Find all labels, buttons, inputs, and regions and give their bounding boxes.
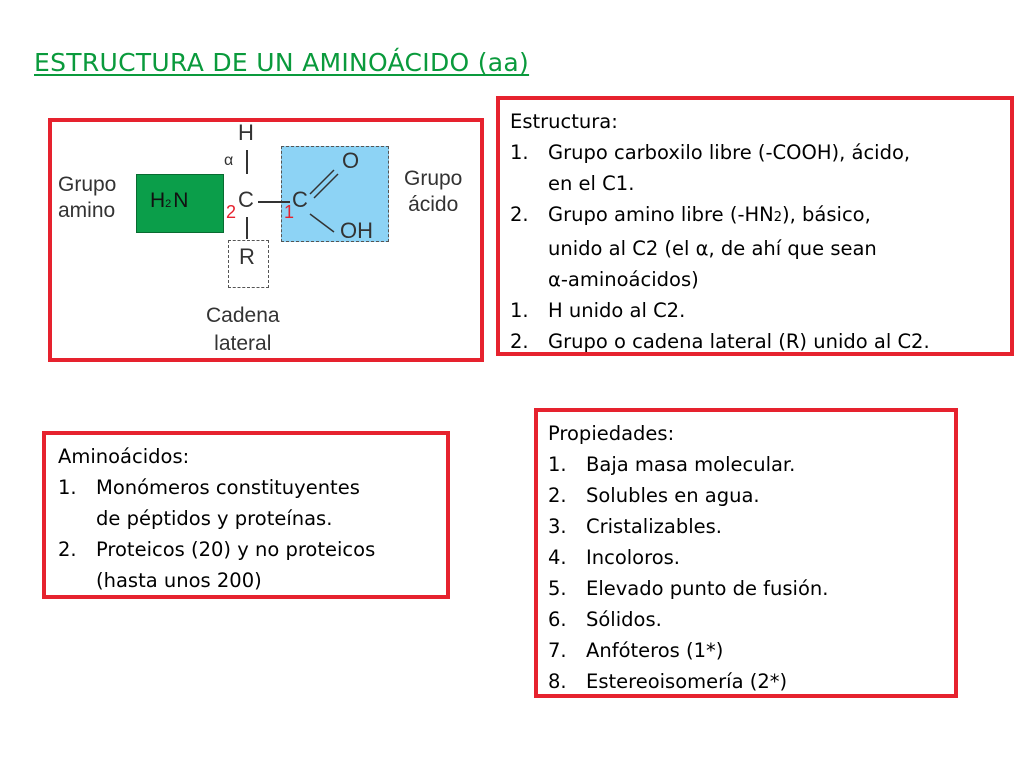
list-item [510, 137, 1010, 199]
list-item [548, 635, 954, 666]
amino-label-line2: amino [58, 199, 116, 222]
item-text: (hasta unos 200) [96, 569, 262, 592]
estructura-heading: Estructura: [510, 110, 618, 133]
item-text: Cristalizables. [586, 515, 722, 538]
item-number: 1. [548, 453, 567, 476]
list-item [548, 573, 954, 604]
item-text: Anfóteros (1*) [586, 639, 724, 662]
amino-acid-diagram [48, 118, 484, 362]
alpha-carbon: C [238, 187, 254, 212]
chain-label-line2: lateral [214, 332, 272, 355]
aminoacidos-heading: Aminoácidos: [58, 445, 190, 468]
carboxyl-bonds [52, 122, 480, 358]
amino-n: N [173, 189, 189, 212]
amino-label-line1: Grupo [58, 173, 117, 196]
aminoacidos-list [58, 472, 446, 596]
item-number: 2. [510, 330, 529, 353]
list-item [548, 604, 954, 635]
list-item [548, 511, 954, 542]
item-number: 1. [510, 299, 529, 322]
item-text: unido al C2 (el α, de ahí que sean [548, 237, 877, 260]
list-item [548, 666, 954, 697]
list-item [58, 472, 446, 534]
list-item [548, 449, 954, 480]
item-number: 5. [548, 577, 567, 600]
item-number: 1. [58, 476, 77, 499]
acid-label-line2: ácido [408, 193, 459, 216]
item-text: Elevado punto de fusión. [586, 577, 829, 600]
item-number: 7. [548, 639, 567, 662]
item-subscript: 2 [773, 210, 783, 225]
r-group: R [239, 244, 255, 269]
item-text: Grupo carboxilo libre (-COOH), ácido, [548, 141, 911, 164]
item-number: 1. [510, 141, 529, 164]
page-title: ESTRUCTURA DE UN AMINOÁCIDO (aa) [34, 48, 530, 77]
carbon-1-number: 1 [284, 202, 295, 222]
alpha-symbol: α [224, 152, 234, 169]
item-text: Grupo o cadena lateral (R) unido al C2. [548, 330, 930, 353]
acid-label-line1: Grupo [404, 167, 463, 190]
estructura-box [496, 96, 1014, 356]
item-number: 8. [548, 670, 567, 693]
item-text: Incoloros. [586, 546, 680, 569]
item-number: 3. [548, 515, 567, 538]
carbonyl-oxygen: O [342, 148, 360, 173]
propiedades-list [548, 449, 954, 697]
item-text-part: ), básico, [782, 203, 871, 226]
propiedades-heading: Propiedades: [548, 422, 675, 445]
list-item [548, 480, 954, 511]
item-text: en el C1. [548, 172, 635, 195]
item-text: Proteicos (20) y no proteicos [96, 538, 376, 561]
item-text-part: Grupo amino libre (-HN [548, 203, 774, 226]
item-number: 2. [548, 484, 567, 507]
item-text: Baja masa molecular. [586, 453, 796, 476]
item-text [548, 199, 1010, 233]
estructura-list [510, 137, 1010, 357]
chain-label-line1: Cadena [206, 304, 280, 327]
list-item [510, 295, 1010, 326]
item-number: 6. [548, 608, 567, 631]
alpha-hydrogen: H [238, 120, 254, 145]
item-text: Monómeros constituyentes [96, 476, 360, 499]
item-number: 2. [58, 538, 77, 561]
list-item [510, 199, 1010, 295]
list-item [58, 534, 446, 596]
item-text: α-aminoácidos) [548, 268, 699, 291]
estructura-text [510, 106, 1010, 357]
bond-c-r [246, 217, 248, 239]
hydroxyl-group: OH [340, 218, 373, 243]
item-text: Solubles en agua. [586, 484, 760, 507]
item-text: de péptidos y proteínas. [96, 507, 333, 530]
aminoacidos-box [42, 431, 450, 599]
list-item [510, 326, 1010, 357]
list-item [548, 542, 954, 573]
item-text: Sólidos. [586, 608, 662, 631]
acid-carbon: C [292, 187, 308, 212]
item-number: 2. [510, 203, 529, 226]
item-text: H unido al C2. [548, 299, 686, 322]
propiedades-box [534, 408, 958, 698]
item-number: 4. [548, 546, 567, 569]
amino-h: H [150, 189, 166, 212]
aminoacidos-text [58, 441, 446, 596]
carbon-2-number: 2 [226, 202, 237, 222]
propiedades-text [548, 418, 954, 697]
item-text: Estereoisomería (2*) [586, 670, 788, 693]
amino-sub: 2 [165, 198, 172, 210]
